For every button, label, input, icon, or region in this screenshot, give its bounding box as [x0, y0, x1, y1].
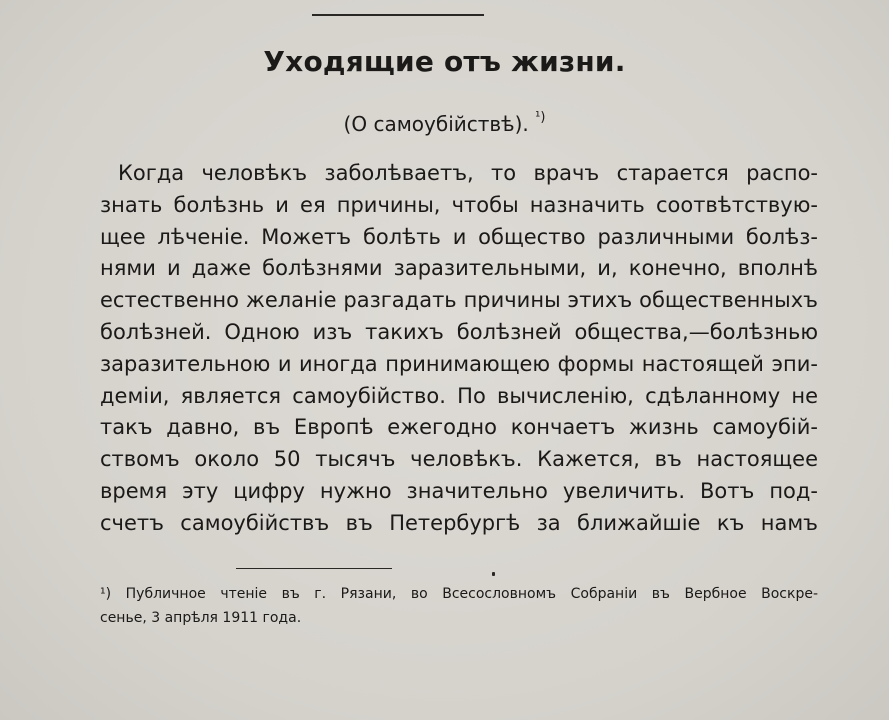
- text-line: ствомъ около 50 тысячъ человѣкъ. Кажется, въ настоящее: [100, 447, 818, 472]
- text-line: знать болѣзнь и ея причины, чтобы назначить соотвѣтствую-: [100, 192, 818, 217]
- footnote: [100, 582, 818, 630]
- text-line: нями и даже болѣзнями заразительными, и, конечно, вполнѣ: [100, 256, 818, 281]
- text-line: счетъ самоубійствъ въ Петербургѣ за ближайшіе къ намъ: [100, 510, 818, 535]
- text-line: время эту цифру нужно значительно увеличить. Вотъ под-: [100, 478, 818, 503]
- footnote-line: сенье, 3 апрѣля 1911 года.: [100, 610, 302, 626]
- text-line: естественно желаніе разгадать причины этихъ общественныхъ: [100, 288, 818, 313]
- text-line: Когда человѣкъ заболѣваетъ, то врачъ старается распо-: [118, 161, 818, 185]
- print-speck: [492, 572, 495, 576]
- text-line: деміи, является самоубійство. По вычисленію, сдѣланному не: [100, 383, 818, 408]
- chapter-title: Уходящие отъ жизни.: [263, 45, 626, 78]
- text-line: такъ давно, въ Европѣ ежегодно кончаетъ жизнь самоубій-: [100, 415, 818, 440]
- footnote-rule: [236, 568, 392, 569]
- footnote-marker: ¹): [535, 110, 546, 126]
- text-line: заразительною и иногда принимающею формы настоящей эпи-: [100, 351, 818, 376]
- footnote-line: ¹) Публичное чтеніе въ г. Рязани, во Всесословномъ Собраніи въ Вербное Воскре-: [100, 586, 818, 602]
- text-line: щее лѣченіе. Можетъ болѣть и общество различными болѣз-: [100, 224, 818, 249]
- chapter-subtitle: [0, 112, 889, 136]
- body-paragraph: [100, 158, 818, 540]
- bleed-through-texture: [700, 0, 889, 160]
- subtitle-text: (О самоубійствѣ).: [343, 112, 529, 136]
- header-rule: [312, 14, 484, 16]
- text-line: болѣзней. Одною изъ такихъ болѣзней общества,—болѣзнью: [100, 319, 818, 344]
